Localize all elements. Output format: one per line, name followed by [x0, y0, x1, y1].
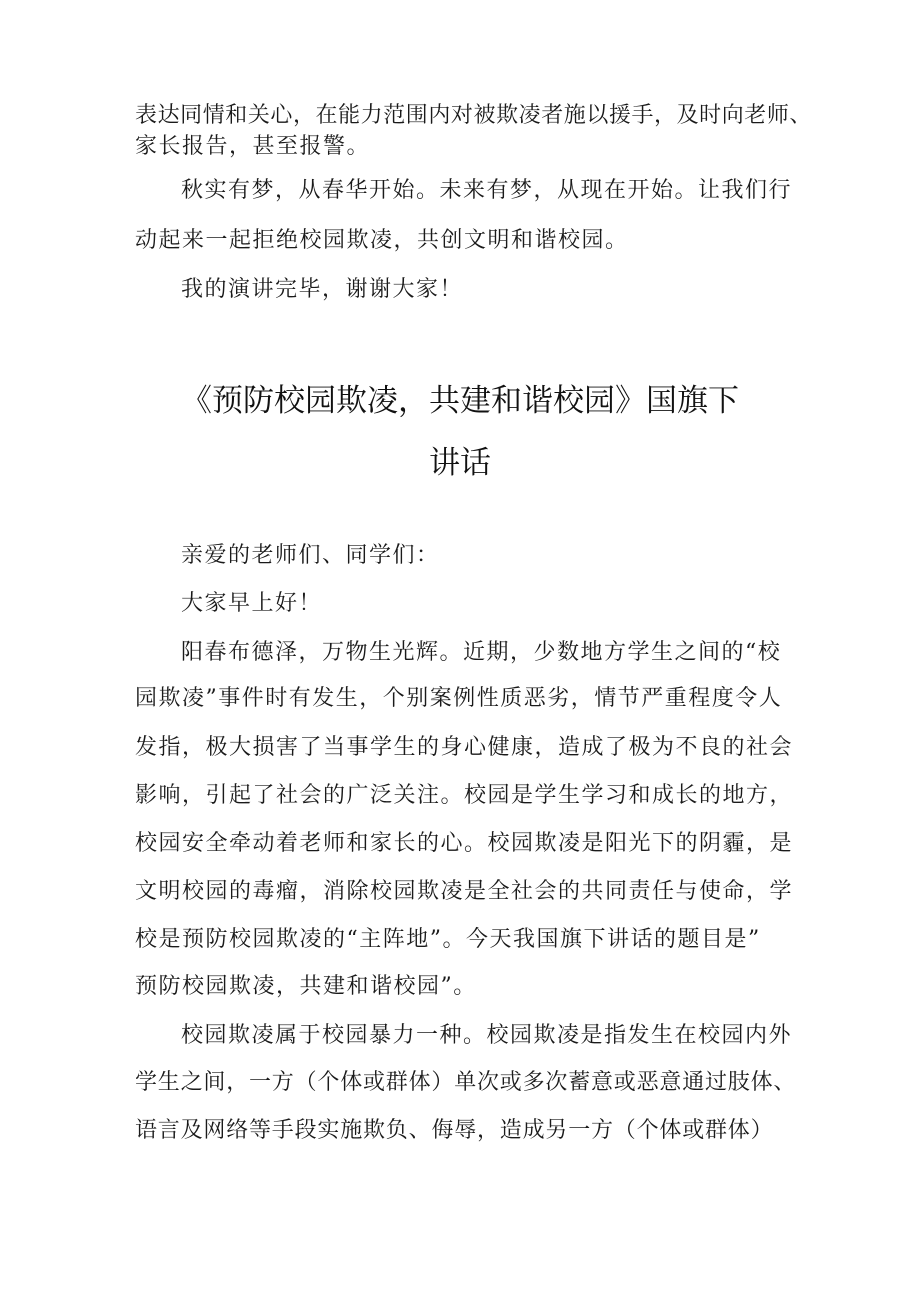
paragraph-1-line-1: 阳春布德泽，万物生光辉。近期，少数地方学生之间的“校 — [181, 640, 782, 665]
greeting: 亲爱的老师们、同学们： — [181, 543, 440, 568]
paragraph-2-line-1: 校园欺凌属于校园暴力一种。校园欺凌是指发生在校园内外 — [181, 1023, 793, 1048]
paragraph-2-line-3: 语言及网络等手段实施欺负、侮辱，造成另一方（个体或群体） — [135, 1118, 774, 1143]
prev-text-line-1: 表达同情和关心，在能力范围内对被欺凌者施以援手，及时向老师、 — [135, 103, 813, 128]
paragraph-2-line-2: 学生之间，一方（个体或群体）单次或多次蓄意或恶意通过肢体、 — [135, 1070, 797, 1095]
paragraph-1-line-3: 发指，极大损害了当事学生的身心健康，造成了极为不良的社会 — [135, 735, 794, 760]
paragraph-1-line-5: 校园安全牵动着老师和家长的心。校园欺凌是阳光下的阴霾，是 — [135, 831, 794, 856]
morning-greeting: 大家早上好！ — [181, 591, 323, 616]
paragraph-1-line-4: 影响，引起了社会的广泛关注。校园是学生学习和成长的地方， — [135, 783, 794, 808]
prev-text-line-4: 动起来一起拒绝校园欺凌，共创文明和谐校园。 — [135, 228, 629, 253]
speech-title-line-2: 讲话 — [429, 445, 491, 481]
paragraph-1-line-7: 校是预防校园欺凌的“主阵地”。今天我国旗下讲话的题目是” — [135, 927, 761, 952]
paragraph-1-line-6: 文明校园的毒瘤，消除校园欺凌是全社会的共同责任与使命，学 — [135, 879, 794, 904]
paragraph-1-line-8: 预防校园欺凌，共建和谐校园”。 — [135, 974, 477, 999]
paragraph-1-line-2: 园欺凌”事件时有发生，个别案例性质恶劣，情节严重程度令人 — [135, 686, 783, 711]
prev-closing-line: 我的演讲完毕，谢谢大家！ — [181, 277, 464, 302]
speech-title-line-1: 《预防校园欺凌，共建和谐校园》国旗下 — [181, 383, 739, 419]
prev-text-line-3: 秋实有梦，从春华开始。未来有梦，从现在开始。让我们行 — [181, 178, 793, 203]
prev-text-line-2: 家长报告，甚至报警。 — [135, 134, 371, 159]
